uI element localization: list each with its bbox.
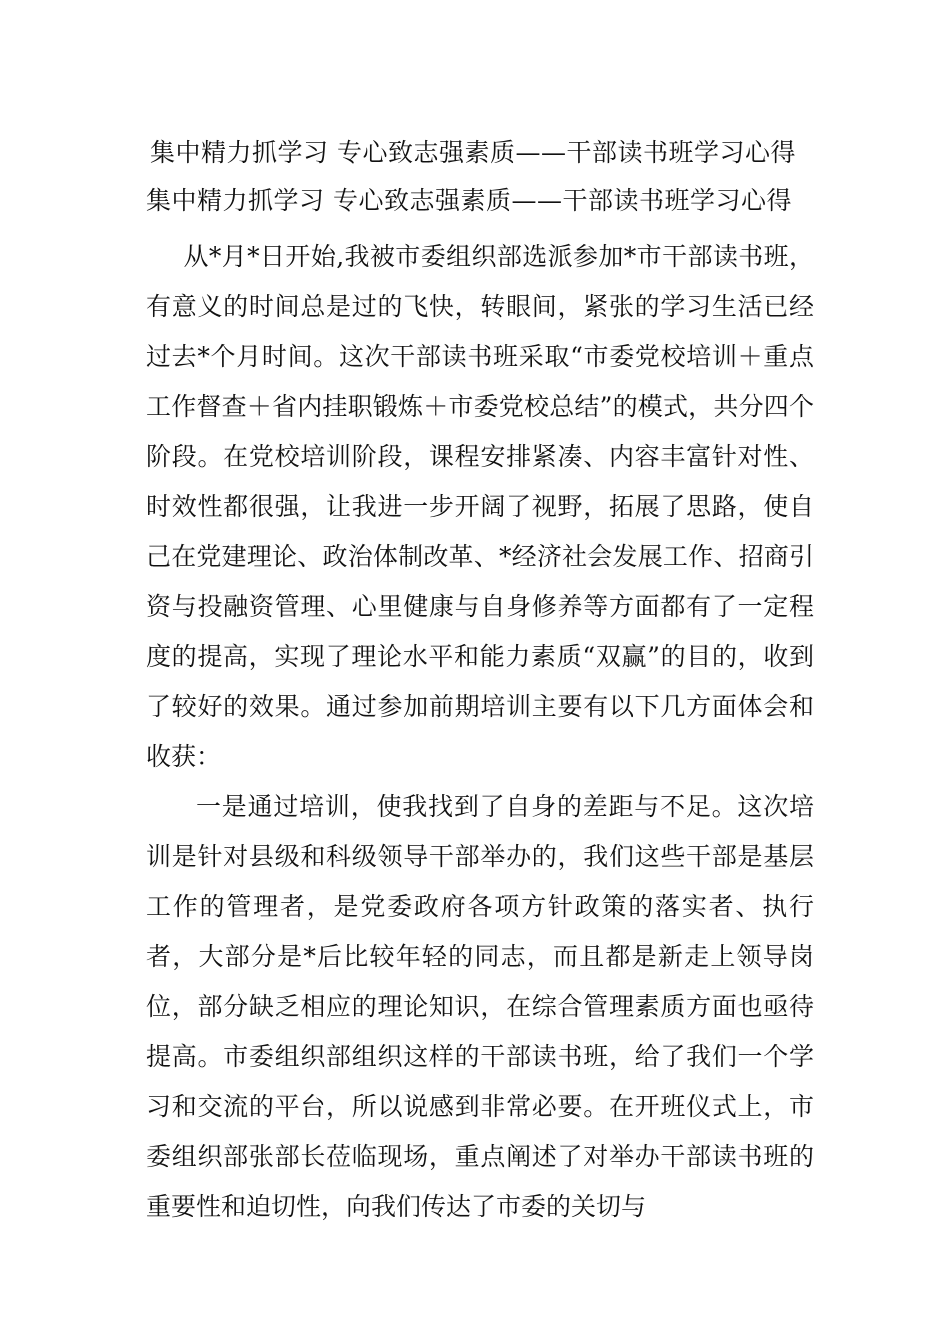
paragraph-intro: 从*月*日开始,我被市委组织部选派参加*市干部读书班，有意义的时间总是过的飞快，转眼间，紧张的学习生活已经过去*个月时间。这次干部读书班采取“市委党校培训＋重点工作督查＋省内挂职锻炼＋市委党校总结”的模式，共分四个阶段。在党校培训阶段，课程安排紧凑、内容丰富针对性、时效性都很强，让我进一步开阔了视野，拓展了思路，使自己在党建理论、政治体制改革、*经济社会发展工作、招商引资与投融资管理、心里健康与自身修养等方面都有了一定程度的提高，实现了理论水平和能力素质“双赢”的目的，收到了较好的效果。通过参加前期培训主要有以下几方面体会和收获：	[146, 242, 814, 771]
document-title: 集中精力抓学习 专心致志强素质——干部读书班学习心得	[150, 138, 796, 167]
document-body	[146, 232, 814, 1232]
document-title-repeat: 集中精力抓学习 专心致志强素质——干部读书班学习心得	[146, 186, 792, 215]
paragraph-point-one: 一是通过培训，使我找到了自身的差距与不足。这次培训是针对县级和科级领导干部举办的，我们这些干部是基层工作的管理者，是党委政府各项方针政策的落实者、执行者，大部分是*后比较年轻的同志，而且都是新走上领导岗位，部分缺乏相应的理论知识，在综合管理素质方面也亟待提高。市委组织部组织这样的干部读书班，给了我们一个学习和交流的平台，所以说感到非常必要。在开班仪式上，市委组织部张部长莅临现场，重点阐述了对举办干部读书班的重要性和迫切性，向我们传达了市委的关切与	[146, 792, 814, 1221]
